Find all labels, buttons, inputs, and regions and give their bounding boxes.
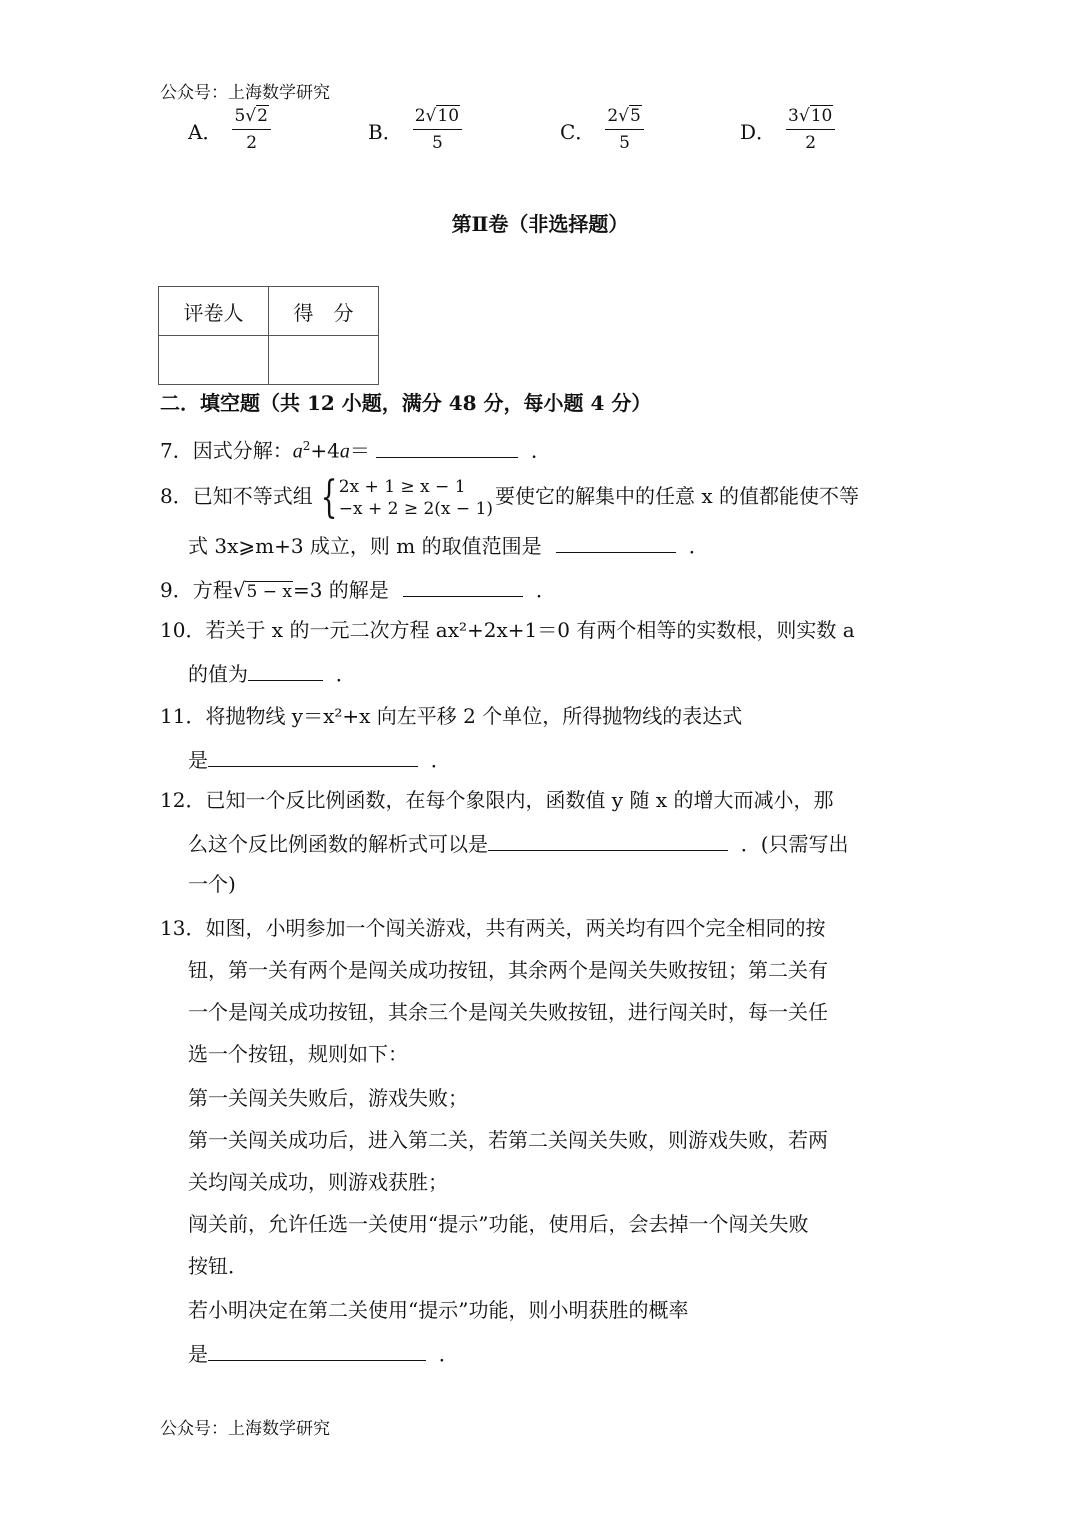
question-13-line-8: 闯关前，允许任选一关使用“提示”功能，使用后，会去掉一个闯关失败	[188, 1212, 809, 1236]
question-10-line-2: 的值为 ．	[188, 658, 356, 688]
question-8: 8．已知不等式组 { 2x + 1 ≥ x − 1 −x + 2 ≥ 2(x − 1) 要使它的解集中的任意 x 的值都能使不等	[160, 471, 860, 523]
question-13: 13．如图，小明参加一个闯关游戏，共有两关，两关均有四个完全相同的按	[160, 916, 826, 940]
question-12-line-3: 一个)	[188, 872, 236, 896]
choice-d	[740, 108, 835, 152]
question-12: 12．已知一个反比例函数，在每个象限内，函数值 y 随 x 的增大而减小，那	[160, 788, 834, 812]
answer-blank[interactable]	[208, 1338, 426, 1361]
question-13-line-10: 若小明决定在第二关使用“提示”功能，则小明获胜的概率	[188, 1298, 689, 1322]
section-title: 第Ⅱ卷（非选择题）	[451, 212, 629, 236]
page-header: 公众号：上海数学研究	[160, 83, 330, 103]
page-footer: 公众号：上海数学研究	[160, 1419, 330, 1439]
answer-blank[interactable]	[488, 828, 728, 851]
score-table-header-grader: 评卷人	[159, 287, 269, 336]
choice-fraction: $\frac{5√2}{2}$	[232, 108, 271, 152]
inequality-system: { 2x + 1 ≥ x − 1 −x + 2 ≥ 2(x − 1)	[320, 471, 494, 523]
choice-label: B．	[368, 119, 403, 144]
choice-label: C．	[560, 119, 596, 144]
score-table-cell-score[interactable]	[269, 336, 379, 385]
score-table	[158, 286, 379, 385]
question-10: 10．若关于 x 的一元二次方程 ax²+2x+1＝0 有两个相等的实数根，则实数 a	[160, 618, 855, 642]
question-9: 9．方程√5 − x=3 的解是 ．	[160, 574, 556, 606]
choice-fraction: $\frac{3√10}{2}$	[786, 108, 835, 152]
choice-label: D．	[740, 119, 777, 144]
answer-blank[interactable]	[208, 744, 418, 767]
choice-c	[560, 108, 644, 152]
question-13-line-3: 一个是闯关成功按钮，其余三个是闯关失败按钮，进行闯关时，每一关任	[188, 1000, 828, 1024]
score-table-cell-grader[interactable]	[159, 336, 269, 385]
choice-label: A．	[188, 119, 223, 144]
choice-b	[368, 108, 462, 152]
question-8-line-2: 式 3x⩾m+3 成立，则 m 的取值范围是 ．	[188, 530, 709, 560]
question-13-line-7: 关均闯关成功，则游戏获胜；	[188, 1170, 448, 1194]
question-13-line-11: 是 ．	[188, 1338, 459, 1368]
score-table-header-score: 得 分	[269, 287, 379, 336]
question-13-line-4: 选一个按钮，规则如下：	[188, 1042, 408, 1066]
choice-a	[188, 108, 271, 152]
choice-fraction: $\frac{2√5}{5}$	[605, 108, 644, 152]
answer-blank[interactable]	[376, 435, 518, 458]
answer-blank[interactable]	[248, 658, 323, 681]
question-11: 11．将抛物线 y＝x²+x 向左平移 2 个单位，所得抛物线的表达式	[160, 704, 743, 728]
question-13-line-6: 第一关闯关成功后，进入第二关，若第二关闯关失败，则游戏失败，若两	[188, 1128, 828, 1152]
question-13-line-5: 第一关闯关失败后，游戏失败；	[188, 1086, 468, 1110]
answer-blank[interactable]	[403, 574, 523, 597]
question-11-line-2: 是 ．	[188, 744, 451, 774]
answer-blank[interactable]	[556, 530, 676, 553]
part-heading: 二．填空题（共 12 小题，满分 48 分，每小题 4 分）	[160, 391, 652, 415]
choice-fraction: $\frac{2√10}{5}$	[413, 108, 462, 152]
question-13-line-9: 按钮．	[188, 1254, 248, 1278]
question-13-line-2: 钮，第一关有两个是闯关成功按钮，其余两个是闯关失败按钮；第二关有	[188, 958, 828, 982]
question-7: 7．因式分解：$a^2+4a=$ ．	[160, 432, 551, 466]
question-12-line-2: 么这个反比例函数的解析式可以是 ．(只需写出	[188, 828, 849, 858]
